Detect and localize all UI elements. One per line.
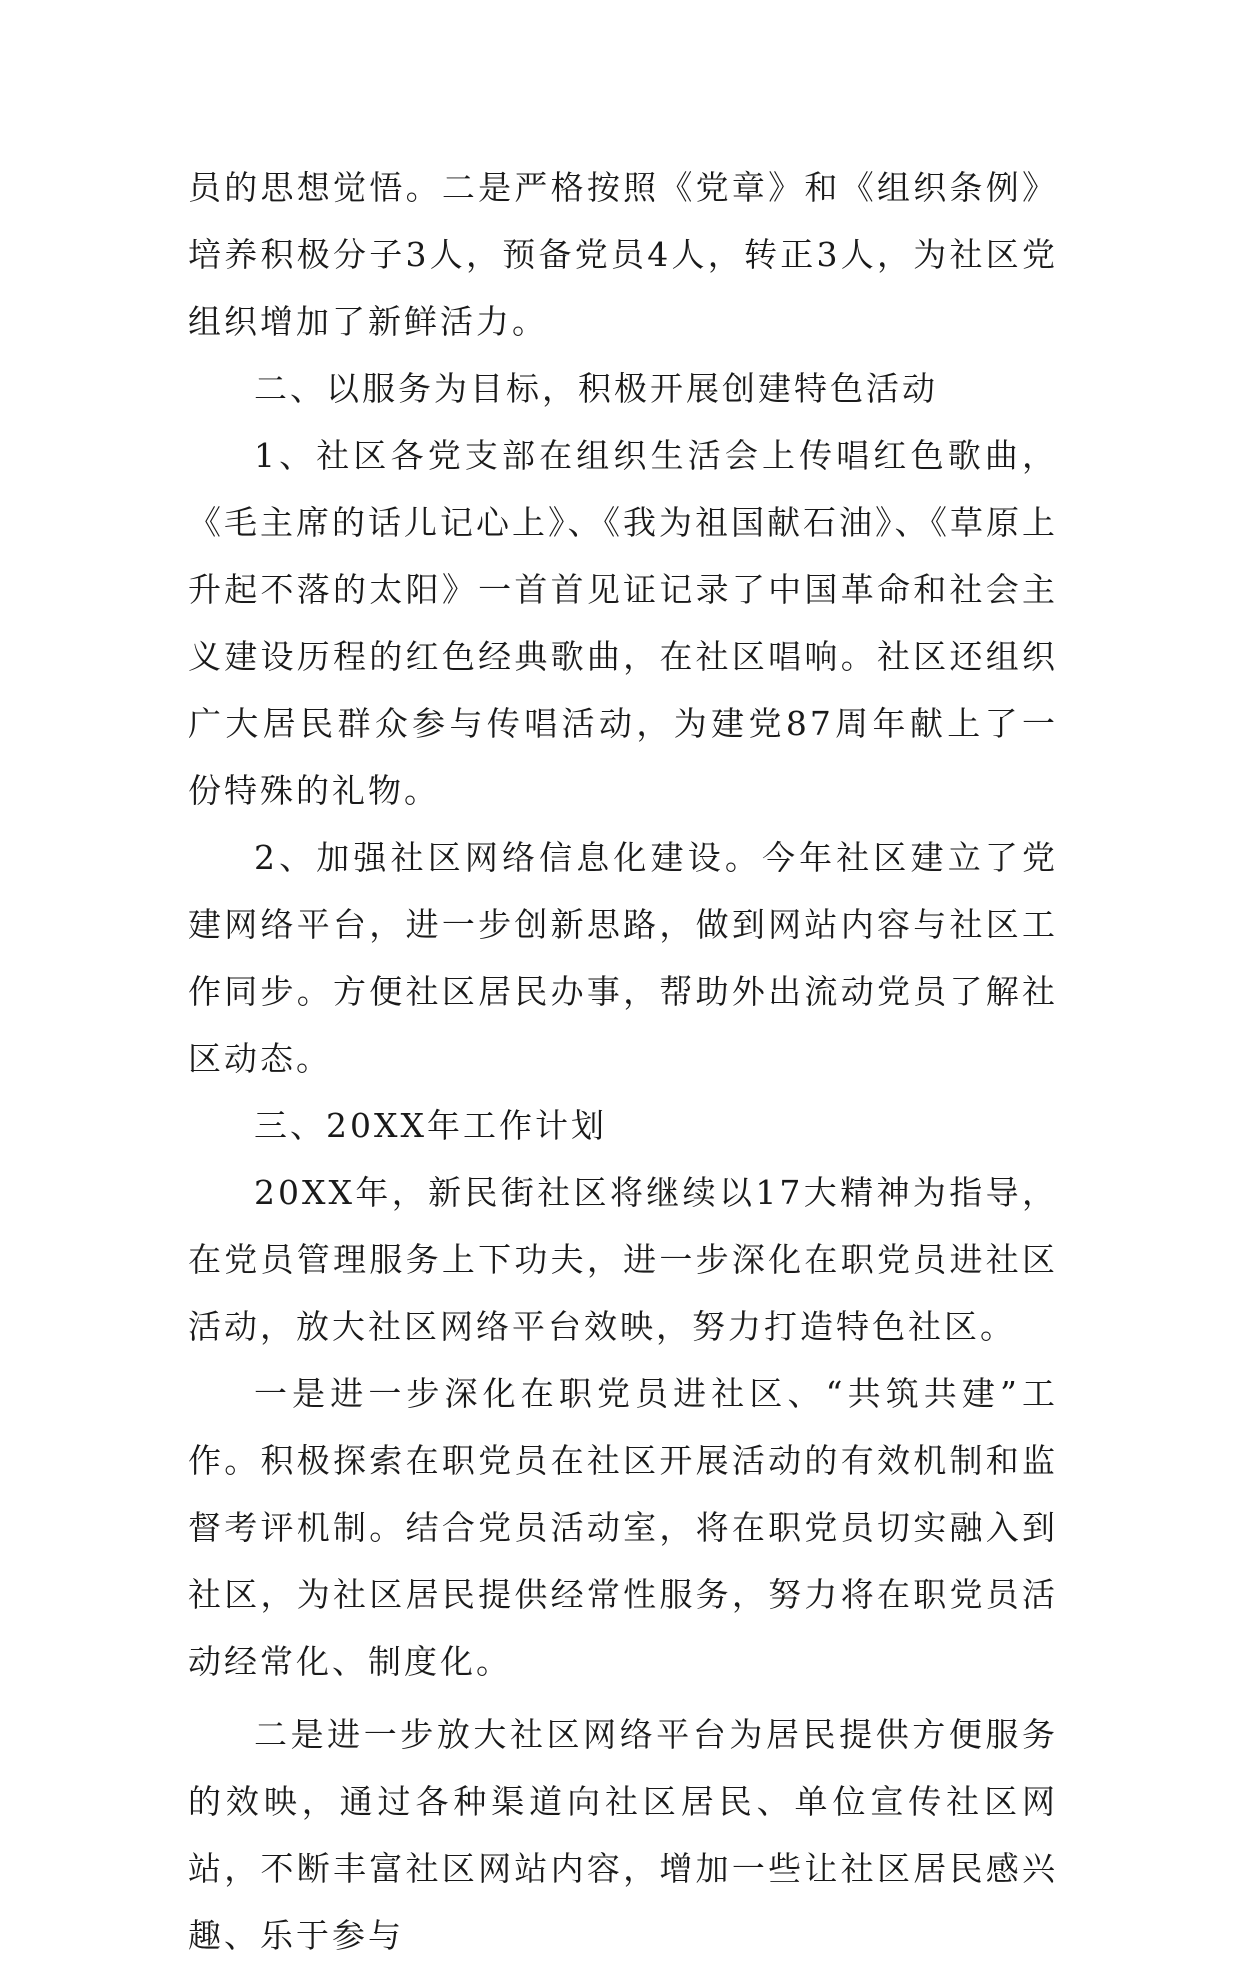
paragraph-plan-item-two: 二是进一步放大社区网络平台为居民提供方便服务的效映，通过各种渠道向社区居民、单位宣传社区网站，不断丰富社区网站内容，增加一些让社区居民感兴趣、乐于参与 <box>188 1715 1058 1955</box>
heading-section-two: 二、以服务为目标，积极开展创建特色活动 <box>254 369 938 408</box>
body-text <box>188 154 1058 1969</box>
paragraph-work-plan: 20XX年，新民街社区将继续以17大精神为指导，在党员管理服务上下功夫，进一步深化在职党员进社区活动，放大社区网络平台效映，努力打造特色社区。 <box>188 1173 1058 1346</box>
paragraph-network-platform: 2、加强社区网络信息化建设。今年社区建立了党建网络平台，进一步创新思路，做到网站内容与社区工作同步。方便社区居民办事，帮助外出流动党员了解社区动态。 <box>188 838 1058 1078</box>
paragraph-red-songs: 1、社区各党支部在组织生活会上传唱红色歌曲，《毛主席的话儿记心上》、《我为祖国献石油》、《草原上升起不落的太阳》一首首见证记录了中国革命和社会主义建设历程的红色经典歌曲，在社区唱响。社区还组织广大居民群众参与传唱活动，为建党87周年献上了一份特殊的礼物。 <box>188 436 1058 810</box>
paragraph-continuation: 员的思想觉悟。二是严格按照《党章》和《组织条例》培养积极分子3人，预备党员4人，转正3人，为社区党组织增加了新鲜活力。 <box>188 168 1058 341</box>
heading-section-three: 三、20XX年工作计划 <box>254 1106 607 1145</box>
paragraph-plan-item-one: 一是进一步深化在职党员进社区、“共筑共建”工作。积极探索在职党员在社区开展活动的有效机制和监督考评机制。结合党员活动室，将在职党员切实融入到社区，为社区居民提供经常性服务，努力将在职党员活动经常化、制度化。 <box>188 1374 1058 1681</box>
